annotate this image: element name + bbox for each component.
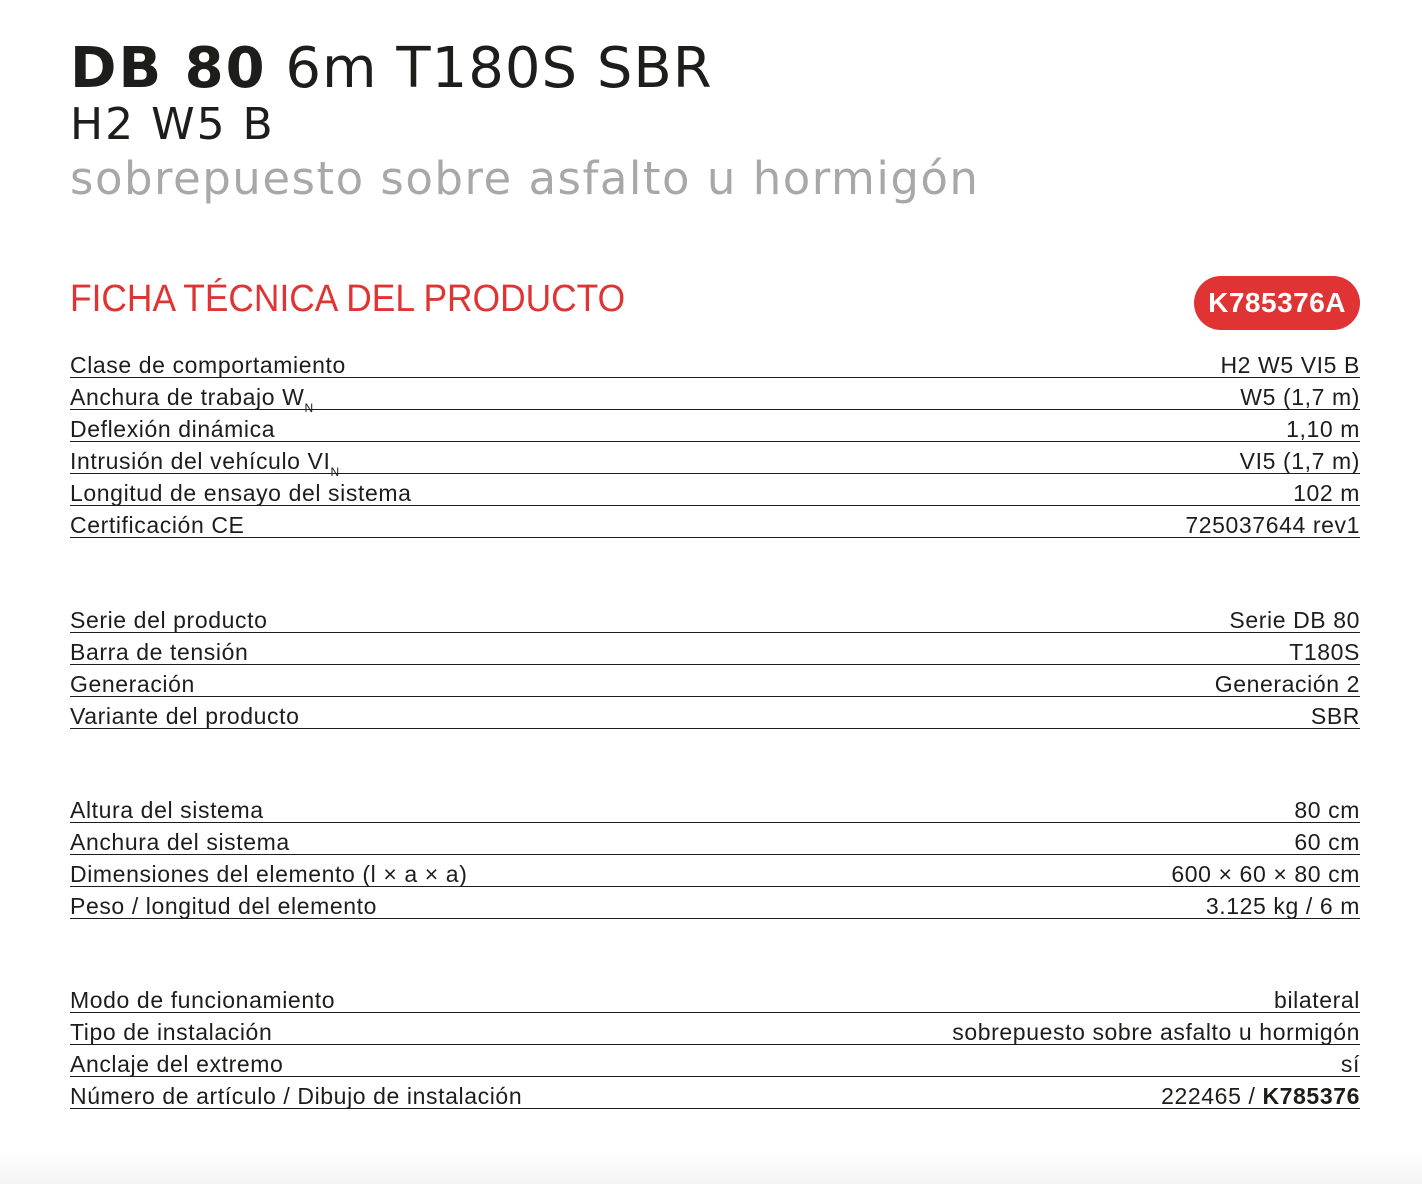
- row-label: Dimensiones del elemento (l × a × a): [70, 861, 468, 887]
- product-title-bold: DB 80: [70, 36, 267, 101]
- spec-group-product: [70, 601, 1360, 729]
- row-label: Longitud de ensayo del sistema: [70, 480, 412, 506]
- table-row: [70, 474, 1360, 506]
- row-value: 725037644 rev1: [1185, 512, 1360, 538]
- table-row: [70, 378, 1360, 415]
- row-value: 102 m: [1293, 480, 1360, 506]
- table-row: [70, 981, 1360, 1013]
- product-tagline: sobrepuesto sobre asfalto u hormigón: [70, 152, 980, 205]
- row-value: 60 cm: [1294, 829, 1360, 855]
- row-label: Generación: [70, 671, 195, 697]
- table-row: [70, 442, 1360, 479]
- product-code-badge: K785376A: [1194, 276, 1360, 330]
- row-value: Generación 2: [1214, 671, 1360, 697]
- row-label: Barra de tensión: [70, 639, 249, 665]
- row-label: Intrusión del vehículo $VI_N$: [70, 448, 340, 479]
- row-value: VI5 (1,7 m): [1239, 448, 1360, 474]
- row-label: Serie del producto: [70, 607, 268, 633]
- product-datasheet: [70, 0, 1360, 1184]
- row-value: H2 W5 VI5 B: [1220, 352, 1360, 378]
- row-label-subscript: N: [304, 401, 314, 415]
- product-subtitle: H2 W5 B: [70, 99, 275, 150]
- table-row: [70, 346, 1360, 378]
- row-value: T180S: [1289, 639, 1360, 665]
- table-row: [70, 1045, 1360, 1077]
- table-row: [70, 506, 1360, 538]
- section-title: FICHA TÉCNICA DEL PRODUCTO: [70, 278, 626, 320]
- row-value: 1,10 m: [1286, 416, 1360, 442]
- row-value: 3.125 kg / 6 m: [1205, 893, 1360, 919]
- row-label: Anchura del sistema: [70, 829, 290, 855]
- row-label: Tipo de instalación: [70, 1019, 273, 1045]
- table-row: [70, 1013, 1360, 1045]
- row-label: Clase de comportamiento: [70, 352, 346, 378]
- row-label: Peso / longitud del elemento: [70, 893, 378, 919]
- row-value: W5 (1,7 m): [1240, 384, 1360, 410]
- table-row: [70, 823, 1360, 855]
- row-label: Modo de funcionamiento: [70, 987, 336, 1013]
- table-row: [70, 601, 1360, 633]
- row-value: sí: [1340, 1051, 1360, 1077]
- row-value: 80 cm: [1294, 797, 1360, 823]
- row-value: bilateral: [1274, 987, 1360, 1013]
- table-row: [70, 633, 1360, 665]
- table-row: [70, 1077, 1360, 1109]
- spec-group-dimensions: [70, 791, 1360, 919]
- row-value: 222465 / K785376: [1161, 1083, 1360, 1109]
- table-row: [70, 665, 1360, 697]
- table-row: [70, 887, 1360, 919]
- spec-group-performance: [70, 346, 1360, 538]
- row-label: Número de artículo / Dibujo de instalación: [70, 1083, 523, 1109]
- row-value: 600 × 60 × 80 cm: [1171, 861, 1360, 887]
- drawing-number: K785376: [1262, 1083, 1360, 1109]
- product-title-light: 6m T180S SBR: [285, 36, 713, 101]
- row-value: sobrepuesto sobre asfalto u hormigón: [952, 1019, 1360, 1045]
- page-bottom-shade: [0, 1150, 1422, 1184]
- table-row: [70, 791, 1360, 823]
- row-label: Altura del sistema: [70, 797, 264, 823]
- table-row: [70, 697, 1360, 729]
- row-label: Certificación CE: [70, 512, 245, 538]
- row-value: Serie DB 80: [1229, 607, 1360, 633]
- row-label: Anchura de trabajo $W_N$: [70, 384, 314, 415]
- row-label: Variante del producto: [70, 703, 300, 729]
- table-row: [70, 855, 1360, 887]
- row-label: Deflexión dinámica: [70, 416, 276, 442]
- product-title: [70, 36, 713, 102]
- row-label: Anclaje del extremo: [70, 1051, 284, 1077]
- table-row: [70, 410, 1360, 442]
- row-value: SBR: [1310, 703, 1360, 729]
- spec-group-installation: [70, 981, 1360, 1109]
- row-label-subscript: N: [330, 465, 340, 479]
